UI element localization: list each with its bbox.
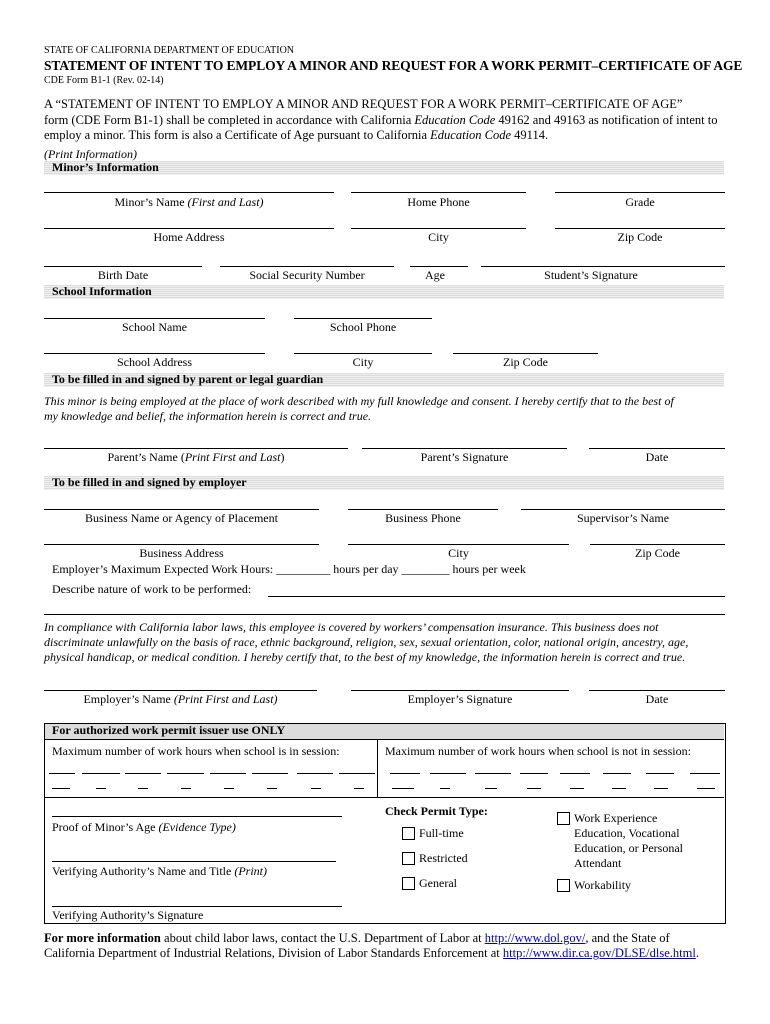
nature-of-work-field-2[interactable]	[44, 614, 725, 615]
home-address-field[interactable]	[44, 228, 334, 229]
parent-date-label: Date	[645, 450, 669, 464]
restricted-label: Restricted	[419, 851, 468, 865]
issuer-heading: For authorized work permit issuer use ONLY	[52, 723, 286, 737]
footer-line-2: California Department of Industrial Relations, Division of Labor Standards Enforcement at http://www.dir.ca.gov/DLSE/dlse.html.	[44, 946, 699, 960]
school-phone-label: School Phone	[329, 320, 397, 334]
home-zip-label: Zip Code	[617, 230, 663, 244]
school-zip-label: Zip Code	[503, 355, 548, 369]
not-in-session-hours-row2-7[interactable]	[654, 788, 668, 789]
dol-link[interactable]: http://www.dol.gov/	[484, 931, 586, 945]
not-in-session-label: Maximum number of work hours when school is not in session:	[385, 744, 691, 758]
intro-line-2: form (CDE Form B1-1) shall be completed in accordance with California Education Code 49162 and 49163 as notification of intent to	[44, 113, 718, 127]
in-session-hours-row2-6[interactable]	[267, 788, 277, 789]
compliance-line-3: physical handicap, or medical condition. I hereby certify that, to the best of my knowledge, the information herein is correct and true.	[44, 650, 686, 664]
general-checkbox[interactable]	[402, 877, 415, 890]
home-phone-label: Home Phone	[407, 195, 470, 209]
work-experience-label-3: Education, or Personal	[574, 841, 683, 855]
parent-section-heading: To be filled in and signed by parent or legal guardian	[44, 373, 724, 387]
verifying-authority-signature-label: Verifying Authority’s Signature	[52, 908, 204, 922]
business-phone-label: Business Phone	[385, 511, 461, 525]
student-signature-label: Student’s Signature	[544, 268, 638, 282]
school-zip-field[interactable]	[453, 353, 598, 354]
proof-of-age-label: Proof of Minor’s Age (Evidence Type)	[52, 820, 236, 834]
verifying-authority-signature-field[interactable]	[52, 906, 342, 907]
employer-signature-field[interactable]	[351, 690, 569, 691]
restricted-checkbox[interactable]	[402, 852, 415, 865]
not-in-session-hours-row2-4[interactable]	[527, 788, 541, 789]
employer-name-field[interactable]	[44, 690, 317, 691]
form-title: STATEMENT OF INTENT TO EMPLOY A MINOR AND REQUEST FOR A WORK PERMIT–CERTIFICATE OF AGE	[44, 58, 743, 73]
home-city-label: City	[428, 230, 449, 244]
compliance-line-2: discriminate unlawfully on the basis of race, ethnic background, religion, sex, sexual orientation, color, national origin, ancestry, age,	[44, 635, 689, 649]
employer-name-label: Employer’s Name (Print First and Last)	[83, 692, 278, 706]
proof-of-age-field[interactable]	[52, 816, 342, 817]
school-address-label: School Address	[117, 355, 192, 369]
not-in-session-hours-row2-5[interactable]	[570, 788, 584, 789]
birth-date-field[interactable]	[44, 266, 202, 267]
school-info-heading: School Information	[44, 285, 724, 299]
home-city-field[interactable]	[351, 228, 526, 229]
home-address-label: Home Address	[153, 230, 225, 244]
school-address-field[interactable]	[44, 353, 265, 354]
minor-name-label: Minor’s Name (First and Last)	[114, 195, 264, 209]
age-label: Age	[425, 268, 445, 282]
business-name-field[interactable]	[44, 509, 319, 510]
in-session-hours-row2-2[interactable]	[96, 788, 106, 789]
issuer-row-divider	[45, 797, 724, 798]
print-info-note: (Print Information)	[44, 147, 137, 161]
ssn-field[interactable]	[220, 266, 394, 267]
footer-line-1: For more information about child labor laws, contact the U.S. Department of Labor at http://www.dol.gov/, and the State of	[44, 931, 670, 945]
parent-name-field[interactable]	[44, 448, 348, 449]
ssn-label: Social Security Number	[249, 268, 365, 282]
parent-signature-label: Parent’s Signature	[420, 450, 509, 464]
workability-checkbox[interactable]	[557, 879, 570, 892]
full-time-label: Full-time	[419, 826, 464, 840]
supervisor-name-field[interactable]	[521, 509, 725, 510]
intro-line-3: employ a minor. This form is also a Certificate of Age pursuant to California Education Code 49114.	[44, 128, 549, 142]
general-label: General	[419, 876, 457, 890]
not-in-session-hours-4[interactable]	[520, 773, 548, 774]
dlse-link[interactable]: http://www.dir.ca.gov/DLSE/dlse.html	[502, 946, 696, 960]
employer-date-label: Date	[645, 692, 669, 706]
school-phone-field[interactable]	[294, 318, 432, 319]
work-experience-label-2: Education, Vocational	[574, 826, 680, 840]
minor-info-heading: Minor’s Information	[44, 161, 724, 175]
department-name: STATE OF CALIFORNIA DEPARTMENT OF EDUCATION	[44, 45, 295, 56]
employer-date-field[interactable]	[589, 690, 725, 691]
in-session-hours-5[interactable]	[210, 773, 246, 774]
minor-name-field[interactable]	[44, 192, 334, 193]
parent-consent-line-2: my knowledge and belief, the information herein is correct and true.	[44, 409, 372, 423]
in-session-hours-2[interactable]	[82, 773, 120, 774]
form-number: CDE Form B1-1 (Rev. 02-14)	[44, 75, 164, 86]
school-name-label: School Name	[122, 320, 187, 334]
not-in-session-hours-row2-8[interactable]	[697, 788, 715, 789]
work-experience-label-1: Work Experience	[574, 811, 658, 825]
in-session-hours-7[interactable]	[297, 773, 333, 774]
in-session-hours-4[interactable]	[167, 773, 204, 774]
intro-line-1: A “STATEMENT OF INTENT TO EMPLOY A MINOR AND REQUEST FOR A WORK PERMIT–CERTIFICATE OF AGE”	[44, 97, 683, 111]
school-name-field[interactable]	[44, 318, 265, 319]
not-in-session-hours-3[interactable]	[475, 773, 511, 774]
grade-field[interactable]	[555, 192, 725, 193]
work-experience-label-4: Attendant	[574, 856, 622, 870]
not-in-session-hours-5[interactable]	[560, 773, 590, 774]
business-address-field[interactable]	[44, 544, 319, 545]
in-session-hours-3[interactable]	[125, 773, 161, 774]
birth-date-label: Birth Date	[97, 268, 149, 282]
business-city-label: City	[448, 546, 469, 560]
parent-name-label: Parent’s Name (Print First and Last)	[107, 450, 285, 464]
compliance-line-1: In compliance with California labor laws, this employee is covered by workers’ compensation insurance. This business does not	[44, 620, 659, 634]
in-session-hours-1[interactable]	[49, 773, 75, 774]
not-in-session-hours-row2-2[interactable]	[440, 788, 450, 789]
not-in-session-hours-row2-3[interactable]	[485, 788, 497, 789]
not-in-session-hours-8[interactable]	[690, 773, 720, 774]
check-permit-type-title: Check Permit Type:	[385, 804, 488, 818]
not-in-session-hours-row2-1[interactable]	[392, 788, 414, 789]
in-session-hours-row2-8[interactable]	[354, 788, 364, 789]
not-in-session-hours-7[interactable]	[646, 773, 674, 774]
supervisor-name-label: Supervisor’s Name	[576, 511, 670, 525]
max-work-hours-line: Employer’s Maximum Expected Work Hours: _________ hours per day ________ hours per week	[52, 562, 526, 576]
business-address-label: Business Address	[139, 546, 224, 560]
work-experience-checkbox[interactable]	[557, 812, 570, 825]
parent-date-field[interactable]	[589, 448, 725, 449]
school-city-field[interactable]	[294, 353, 432, 354]
student-signature-field[interactable]	[481, 266, 725, 267]
age-field[interactable]	[410, 266, 468, 267]
in-session-hours-row2-5[interactable]	[224, 788, 234, 789]
full-time-checkbox[interactable]	[402, 827, 415, 840]
in-session-hours-8[interactable]	[339, 773, 375, 774]
verifying-authority-name-field[interactable]	[52, 861, 336, 862]
business-city-field[interactable]	[348, 544, 569, 545]
not-in-session-hours-2[interactable]	[430, 773, 466, 774]
grade-label: Grade	[625, 195, 655, 209]
school-city-label: City	[352, 355, 374, 369]
employer-section-heading: To be filled in and signed by employer	[44, 476, 724, 490]
nature-of-work-field[interactable]	[268, 596, 725, 597]
home-zip-field[interactable]	[555, 228, 725, 229]
parent-consent-line-1: This minor is being employed at the place of work described with my full knowledge and consent. I hereby certify that to the best of	[44, 394, 674, 408]
not-in-session-hours-row2-6[interactable]	[612, 788, 626, 789]
business-zip-label: Zip Code	[635, 546, 680, 560]
in-session-hours-row2-7[interactable]	[311, 788, 321, 789]
in-session-label: Maximum number of work hours when school is in session:	[52, 744, 340, 758]
not-in-session-hours-6[interactable]	[603, 773, 631, 774]
in-session-hours-row2-4[interactable]	[181, 788, 191, 789]
business-zip-field[interactable]	[590, 544, 725, 545]
in-session-hours-6[interactable]	[252, 773, 288, 774]
verifying-authority-name-label: Verifying Authority’s Name and Title (Print)	[52, 864, 267, 878]
business-phone-field[interactable]	[348, 509, 498, 510]
in-session-hours-row2-1[interactable]	[52, 788, 70, 789]
issuer-divider	[377, 740, 378, 798]
in-session-hours-row2-3[interactable]	[138, 788, 148, 789]
business-name-label: Business Name or Agency of Placement	[85, 511, 278, 525]
not-in-session-hours-1[interactable]	[390, 773, 420, 774]
nature-of-work-label: Describe nature of work to be performed:	[52, 582, 252, 596]
workability-label: Workability	[574, 878, 632, 892]
home-phone-field[interactable]	[351, 192, 526, 193]
employer-signature-label: Employer’s Signature	[407, 692, 513, 706]
parent-signature-field[interactable]	[362, 448, 567, 449]
